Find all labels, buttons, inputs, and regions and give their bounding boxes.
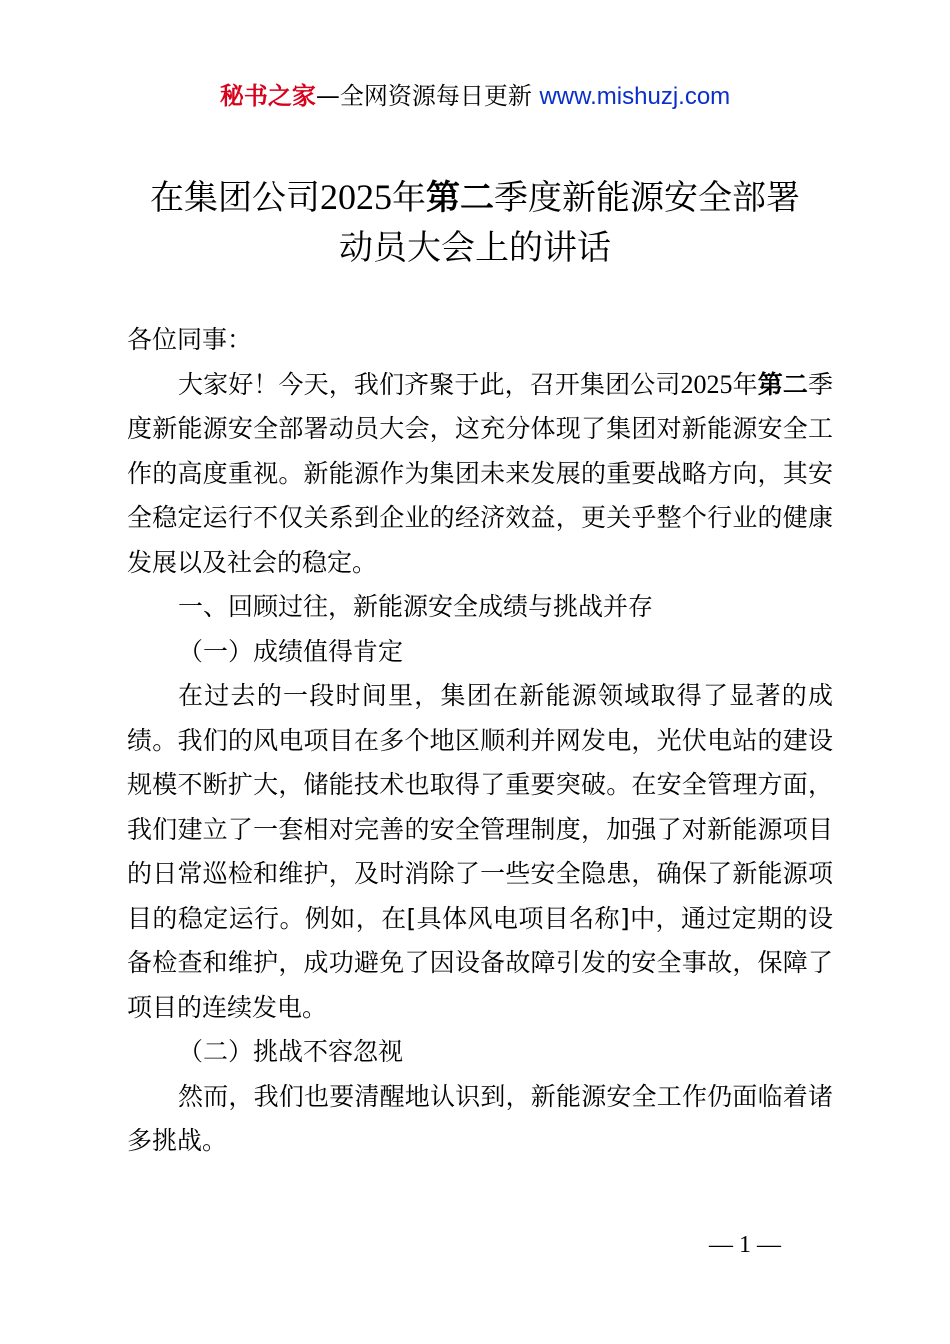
title-prefix: 在集团公司 <box>150 178 320 218</box>
intro-year-suffix: 年 <box>732 369 758 399</box>
site-header <box>0 80 950 113</box>
title-year-suffix: 年 <box>392 178 426 218</box>
site-url[interactable]: www.mishuzj.com <box>539 83 731 110</box>
subsection-heading-2: （二）挑战不容忽视 <box>178 1037 404 1066</box>
section-heading-1: 一、回顾过往，新能源安全成绩与挑战并存 <box>178 592 654 621</box>
greeting: 各位同事： <box>127 325 253 354</box>
title-quarter: 第二 <box>426 178 494 218</box>
title-line-2: 动员大会上的讲话 <box>339 228 611 268</box>
intro-prefix: 大家好！今天，我们齐聚于此，召开集团公司 <box>178 369 681 399</box>
title-year: 2025 <box>320 177 392 217</box>
paragraph-intro <box>127 363 833 586</box>
paragraph-challenges: 然而，我们也要清醒地认识到，新能源安全工作仍面临着诸多挑战。 <box>127 1081 833 1155</box>
document-title <box>0 172 950 273</box>
title-suffix: 季度新能源安全部署 <box>494 178 800 218</box>
intro-suffix: 季度新能源安全部署动员大会，这充分体现了集团对新能源安全工作的高度重视。新能源作为集团未来发展的重要战略方向，其安全稳定运行不仅关系到企业的经济效益，更关乎整个行业的健康发展以及社会的稳定。 <box>127 369 833 577</box>
page-number: — 1 — <box>709 1232 781 1258</box>
header-tagline: —全网资源每日更新 <box>315 82 540 110</box>
intro-year: 2025 <box>680 369 733 399</box>
document-body <box>127 318 833 1164</box>
intro-quarter: 第二 <box>757 369 808 399</box>
paragraph-achievements: 在过去的一段时间里，集团在新能源领域取得了显著的成绩。我们的风电项目在多个地区顺利并网发电，光伏电站的建设规模不断扩大，储能技术也取得了重要突破。在安全管理方面，我们建立了一套相对完善的安全管理制度，加强了对新能源项目的日常巡检和维护，及时消除了一些安全隐患，确保了新能源项目的稳定运行。例如，在[具体风电项目名称]中，通过定期的设备检查和维护，成功避免了因设备故障引发的安全事故，保障了项目的连续发电。 <box>127 681 833 1022</box>
brand-name: 秘书之家 <box>219 82 316 110</box>
subsection-heading-1: （一）成绩值得肯定 <box>178 636 404 666</box>
title-line-1 <box>0 172 950 223</box>
